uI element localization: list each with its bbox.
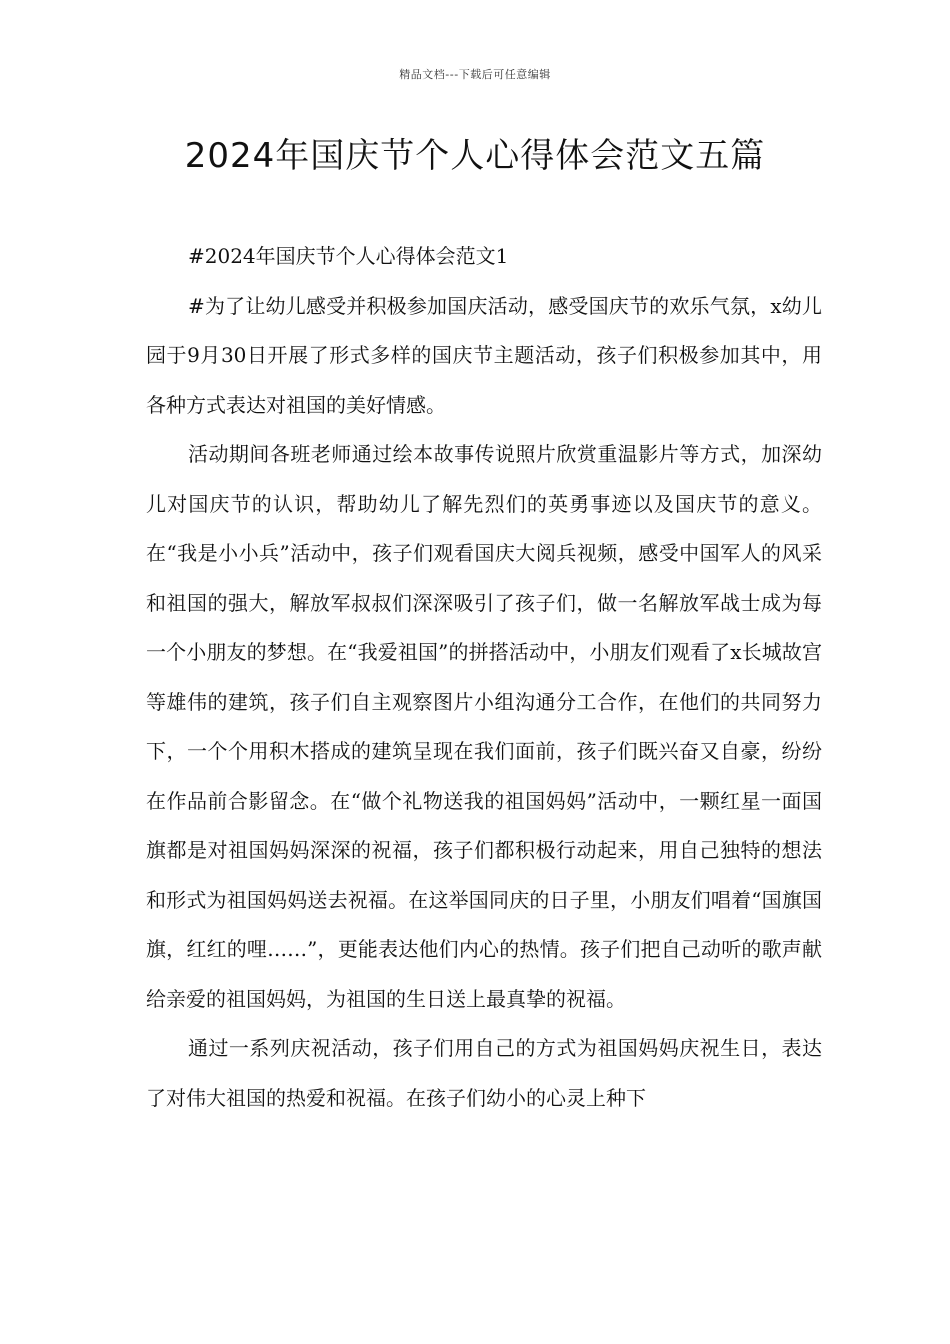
- document-body: [146, 232, 822, 1123]
- paragraph: #为了让幼儿感受并积极参加国庆活动，感受国庆节的欢乐气氛，x幼儿园于9月30日开展了形式多样的国庆节主题活动，孩子们积极参加其中，用各种方式表达对祖国的美好情感。: [146, 293, 822, 417]
- paragraph: 活动期间各班老师通过绘本故事传说照片欣赏重温影片等方式，加深幼儿对国庆节的认识，帮助幼儿了解先烈们的英勇事迹以及国庆节的意义。在“我是小小兵”活动中，孩子们观看国庆大阅兵视频，感受中国军人的风采和祖国的强大，解放军叔叔们深深吸引了孩子们，做一名解放军战士成为每一个小朋友的梦想。在“我爱祖国”的拼搭活动中，小朋友们观看了x长城故宫等雄伟的建筑，孩子们自主观察图片小组沟通分工合作，在他们的共同努力下，一个个用积木搭成的建筑呈现在我们面前，孩子们既兴奋又自豪，纷纷在作品前合影留念。在“做个礼物送我的祖国妈妈”活动中，一颗红星一面国旗都是对祖国妈妈深深的祝福，孩子们都积极行动起来，用自己独特的想法和形式为祖国妈妈送去祝福。在这举国同庆的日子里，小朋友们唱着“国旗国旗，红红的哩……”，更能表达他们内心的热情。孩子们把自己动听的歌声献给亲爱的祖国妈妈，为祖国的生日送上最真挚的祝福。: [146, 442, 822, 1011]
- document-title: 2024年国庆节个人心得体会范文五篇: [184, 136, 766, 176]
- paragraph: 通过一系列庆祝活动，孩子们用自己的方式为祖国妈妈庆祝生日，表达了对伟大祖国的热爱和祝福。在孩子们幼小的心灵上种下: [146, 1036, 822, 1110]
- header-note: 精品文档---下载后可任意编辑: [399, 68, 551, 81]
- section-heading: #2024年国庆节个人心得体会范文1: [188, 244, 509, 268]
